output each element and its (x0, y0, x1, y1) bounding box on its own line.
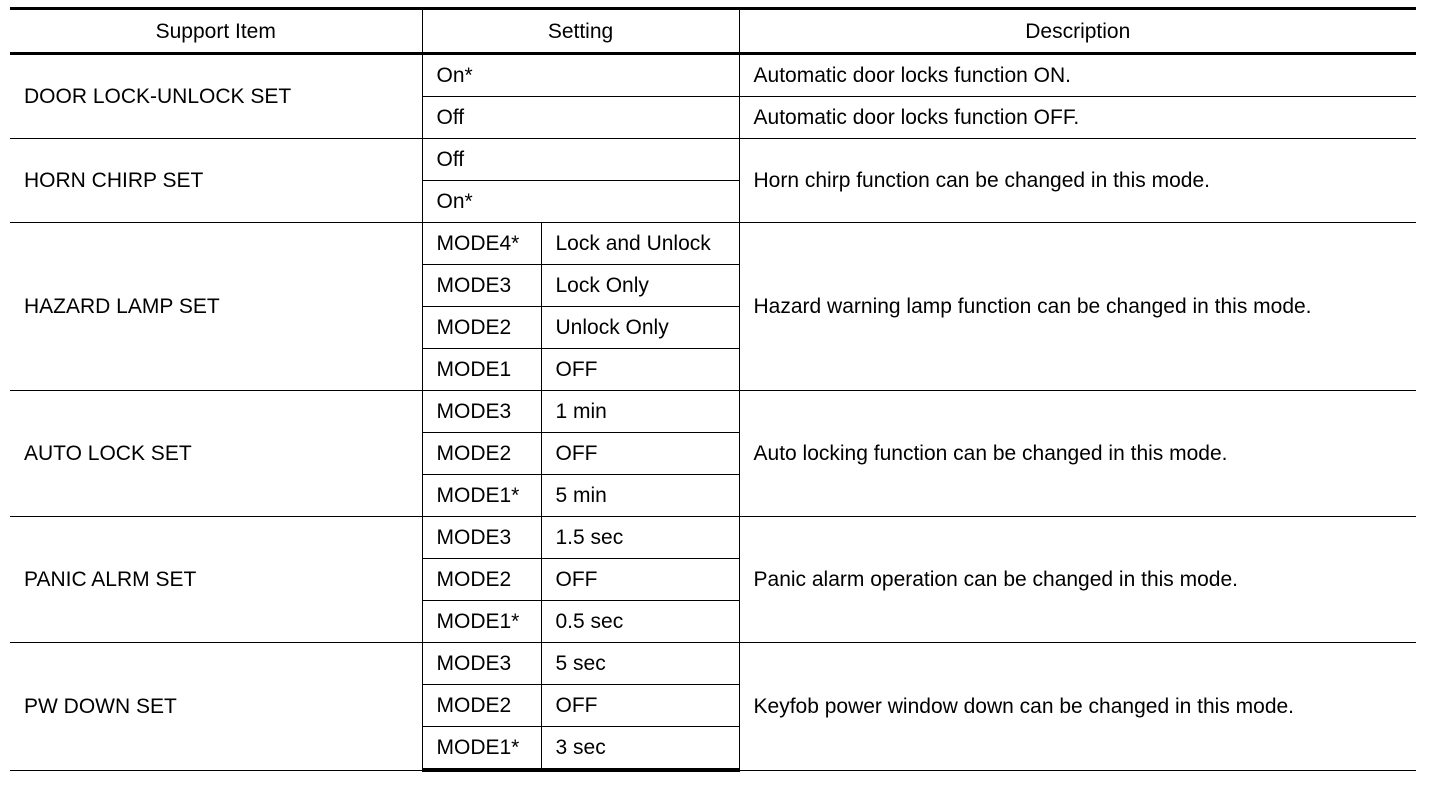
value-cell: 1.5 sec (541, 517, 739, 559)
value-cell: 1 min (541, 391, 739, 433)
mode-cell: MODE2 (422, 559, 541, 601)
support-item-cell: PW DOWN SET (10, 643, 422, 771)
mode-cell: MODE2 (422, 307, 541, 349)
table-row (10, 391, 1416, 433)
value-cell: Unlock Only (541, 307, 739, 349)
table-row (10, 223, 1416, 265)
header-row (10, 9, 1416, 54)
mode-cell: MODE1* (422, 727, 541, 771)
table-header (10, 9, 1416, 54)
table-row (10, 54, 1416, 97)
value-cell: 5 min (541, 475, 739, 517)
header-description: Description (739, 9, 1416, 54)
value-cell: OFF (541, 685, 739, 727)
description-cell: Panic alarm operation can be changed in this mode. (739, 517, 1416, 643)
support-items-table (10, 7, 1416, 772)
support-item-cell: AUTO LOCK SET (10, 391, 422, 517)
setting-cell: On* (422, 54, 739, 97)
support-item-cell: HORN CHIRP SET (10, 139, 422, 223)
table-row (10, 643, 1416, 685)
description-cell: Automatic door locks function ON. (739, 54, 1416, 97)
setting-cell: On* (422, 181, 739, 223)
value-cell: OFF (541, 349, 739, 391)
value-cell: Lock Only (541, 265, 739, 307)
description-cell: Auto locking function can be changed in this mode. (739, 391, 1416, 517)
header-setting: Setting (422, 9, 739, 54)
mode-cell: MODE2 (422, 685, 541, 727)
description-cell: Keyfob power window down can be changed in this mode. (739, 643, 1416, 771)
description-cell: Automatic door locks function OFF. (739, 97, 1416, 139)
header-support-item: Support Item (10, 9, 422, 54)
setting-cell: Off (422, 139, 739, 181)
mode-cell: MODE3 (422, 265, 541, 307)
value-cell: OFF (541, 559, 739, 601)
mode-cell: MODE1* (422, 601, 541, 643)
support-item-cell: HAZARD LAMP SET (10, 223, 422, 391)
mode-cell: MODE1* (422, 475, 541, 517)
value-cell: OFF (541, 433, 739, 475)
value-cell: 3 sec (541, 727, 739, 771)
value-cell: 5 sec (541, 643, 739, 685)
support-items-table-container (10, 7, 1416, 772)
table-body (10, 54, 1416, 771)
support-item-cell: PANIC ALRM SET (10, 517, 422, 643)
table-row (10, 517, 1416, 559)
setting-cell: Off (422, 97, 739, 139)
mode-cell: MODE3 (422, 517, 541, 559)
mode-cell: MODE2 (422, 433, 541, 475)
mode-cell: MODE3 (422, 391, 541, 433)
support-item-cell: DOOR LOCK-UNLOCK SET (10, 54, 422, 139)
value-cell: Lock and Unlock (541, 223, 739, 265)
mode-cell: MODE1 (422, 349, 541, 391)
description-cell: Hazard warning lamp function can be changed in this mode. (739, 223, 1416, 391)
description-cell: Horn chirp function can be changed in this mode. (739, 139, 1416, 223)
mode-cell: MODE3 (422, 643, 541, 685)
table-row (10, 139, 1416, 181)
mode-cell: MODE4* (422, 223, 541, 265)
value-cell: 0.5 sec (541, 601, 739, 643)
